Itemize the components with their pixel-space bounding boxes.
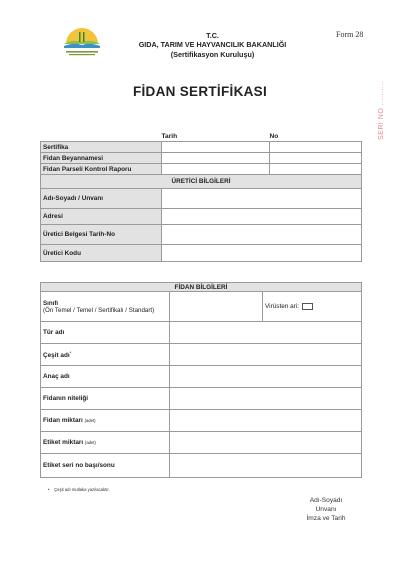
label-quantity-field[interactable] bbox=[170, 432, 362, 454]
certificate-no-field[interactable] bbox=[270, 142, 362, 153]
row-label-species: Tür adı bbox=[41, 322, 170, 344]
certificate-date-field[interactable] bbox=[162, 142, 270, 153]
footnote-text: Çeşit adı mutlaka yazılacaktır. bbox=[54, 487, 110, 492]
row-label-serial-range: Etiket seri no başı/sonu bbox=[41, 454, 170, 478]
virus-free-cell bbox=[263, 292, 362, 322]
declaration-no-field[interactable] bbox=[270, 153, 362, 164]
form-number: Form 28 bbox=[336, 30, 364, 39]
row-label-sapling-quantity bbox=[41, 410, 170, 432]
variety-label: Çeşit adı bbox=[43, 352, 70, 360]
signature-title: Unvanı bbox=[315, 506, 337, 513]
producer-name-field[interactable] bbox=[162, 189, 362, 209]
row-label-quality: Fidanın niteliği bbox=[41, 388, 170, 410]
row-label-rootstock: Anaç adı bbox=[41, 366, 170, 388]
sapling-quantity-unit: (adet) bbox=[84, 418, 96, 423]
class-options: (Ön Temel / Temel / Sertifikalı / Standart) bbox=[43, 306, 155, 314]
row-label-certificate: Sertifika bbox=[41, 142, 162, 153]
class-field[interactable] bbox=[170, 292, 263, 322]
rootstock-field[interactable] bbox=[170, 366, 362, 388]
producer-section-title: ÜRETİCİ BİLGİLERİ bbox=[41, 175, 362, 189]
quality-field[interactable] bbox=[170, 388, 362, 410]
col-header-no: No bbox=[269, 133, 279, 140]
header-tc: T.C. bbox=[206, 31, 219, 40]
row-label-variety bbox=[41, 344, 170, 366]
ministry-logo bbox=[60, 22, 104, 60]
footnote-bullet: • bbox=[48, 487, 55, 492]
sapling-quantity-field[interactable] bbox=[170, 410, 362, 432]
page-title: FİDAN SERTİFİKASI bbox=[132, 84, 268, 99]
sapling-quantity-label: Fidan miktarı bbox=[43, 417, 83, 424]
variety-asterisk: * bbox=[69, 349, 72, 355]
virus-free-checkbox[interactable] bbox=[302, 303, 313, 310]
row-label-producer-name: Adı-Soyadı / Unvanı bbox=[41, 189, 162, 209]
control-report-no-field[interactable] bbox=[270, 164, 362, 175]
row-label-label-quantity bbox=[41, 432, 170, 454]
address-field[interactable] bbox=[162, 209, 362, 225]
sapling-info-table bbox=[40, 282, 362, 478]
row-label-producer-code: Üretici Kodu bbox=[41, 245, 162, 262]
sapling-section-title: FİDAN BİLGİLERİ bbox=[41, 283, 362, 292]
row-label-declaration: Fidan Beyannamesi bbox=[41, 153, 162, 164]
signature-sign-date: İmza ve Tarih bbox=[306, 515, 346, 522]
col-header-date: Tarih bbox=[161, 133, 178, 140]
row-label-class bbox=[41, 292, 170, 322]
certificate-info-table bbox=[40, 132, 362, 262]
class-label: Sınıfı bbox=[43, 299, 59, 307]
header-org: (Sertifikasyon Kuruluşu) bbox=[170, 50, 255, 59]
declaration-date-field[interactable] bbox=[162, 153, 270, 164]
producer-code-field[interactable] bbox=[162, 245, 362, 262]
virus-free-label: Virüsten ari: bbox=[265, 303, 299, 311]
producer-license-field[interactable] bbox=[162, 225, 362, 245]
row-label-producer-license: Üretici Belgesi Tarih-No bbox=[41, 225, 162, 245]
header-ministry: GIDA, TARIM VE HAYVANCILIK BAKANLIĞI bbox=[138, 40, 287, 49]
footnote bbox=[48, 487, 110, 492]
label-quantity-unit: (adet) bbox=[84, 440, 96, 445]
variety-field[interactable] bbox=[170, 344, 362, 366]
serial-range-field[interactable] bbox=[170, 454, 362, 478]
row-label-control-report: Fidan Parseli Kontrol Raporu bbox=[41, 164, 162, 175]
row-label-address: Adresi bbox=[41, 209, 162, 225]
label-quantity-label: Etiket miktarı bbox=[43, 439, 84, 446]
control-report-date-field[interactable] bbox=[162, 164, 270, 175]
species-field[interactable] bbox=[170, 322, 362, 344]
serial-label: SERİ NO .......... bbox=[378, 80, 385, 140]
signature-name: Adı-Soyadı bbox=[309, 497, 343, 504]
serial-number bbox=[376, 80, 396, 148]
